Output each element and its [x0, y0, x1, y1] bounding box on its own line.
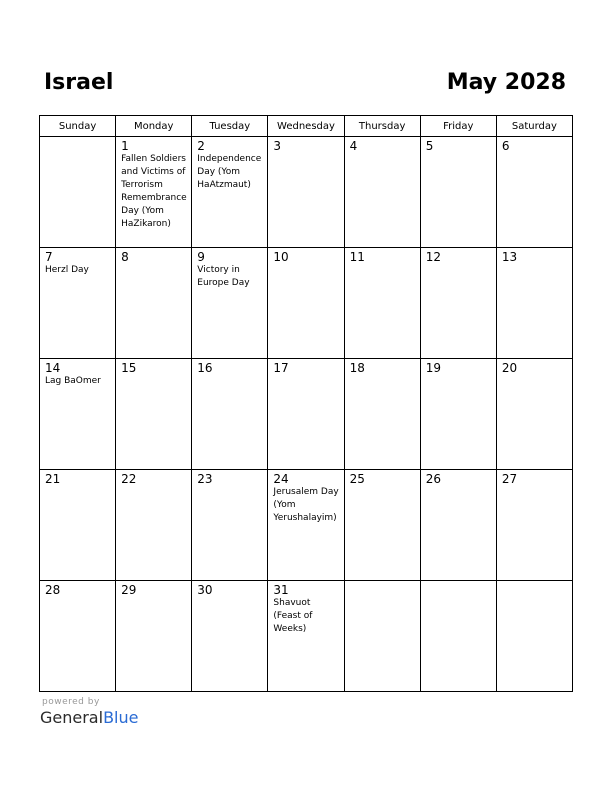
weekday-thursday: Thursday [344, 116, 420, 137]
day-number: 18 [349, 361, 365, 375]
day-cell [192, 248, 268, 359]
day-cell [344, 359, 420, 470]
country-title: Israel [44, 70, 114, 95]
weekday-friday: Friday [420, 116, 496, 137]
day-cell [496, 359, 572, 470]
weekday-header-row [40, 116, 573, 137]
day-cell [268, 470, 344, 581]
day-cell [40, 581, 116, 692]
day-number: 31 [273, 583, 289, 597]
day-number: 23 [197, 472, 213, 486]
generalblue-logo [40, 708, 138, 727]
week-row [40, 470, 573, 581]
day-cell [496, 470, 572, 581]
day-number: 29 [121, 583, 137, 597]
day-number [40, 137, 115, 139]
calendar-grid [39, 115, 573, 692]
day-cell [116, 137, 192, 248]
day-number: 5 [425, 139, 434, 153]
holiday-label: Shavuot (Feast of Weeks) [273, 598, 313, 634]
day-number [421, 581, 496, 583]
day-cell [192, 581, 268, 692]
weekday-monday: Monday [116, 116, 192, 137]
day-number: 22 [121, 472, 137, 486]
weekday-saturday: Saturday [496, 116, 572, 137]
day-number: 4 [349, 139, 358, 153]
day-cell [496, 248, 572, 359]
day-number: 10 [273, 250, 289, 264]
day-cell [344, 137, 420, 248]
day-cell [192, 470, 268, 581]
holiday-label: Herzl Day [45, 265, 89, 275]
day-cell [40, 359, 116, 470]
day-cell [116, 248, 192, 359]
day-number [497, 581, 572, 583]
holiday-label: Fallen Soldiers and Victims of Terrorism Remembrance Day (Yom HaZikaron) [121, 154, 187, 229]
day-cell [420, 137, 496, 248]
weekday-wednesday: Wednesday [268, 116, 344, 137]
day-number: 15 [121, 361, 137, 375]
weekday-sunday: Sunday [40, 116, 116, 137]
day-number: 30 [197, 583, 213, 597]
day-number: 3 [273, 139, 282, 153]
month-title: May 2028 [446, 70, 566, 95]
day-cell [268, 359, 344, 470]
day-number: 6 [501, 139, 510, 153]
day-cell [192, 359, 268, 470]
day-number: 1 [121, 139, 129, 153]
day-number: 11 [349, 250, 365, 264]
day-cell [496, 581, 572, 692]
holiday-label: Jerusalem Day (Yom Yerushalayim) [273, 487, 339, 523]
day-number: 28 [45, 583, 61, 597]
day-number: 17 [273, 361, 289, 375]
logo-blue-text: Blue [103, 708, 139, 727]
day-number: 24 [273, 472, 289, 486]
day-cell [116, 359, 192, 470]
day-cell [116, 470, 192, 581]
day-cell [268, 581, 344, 692]
day-number: 12 [425, 250, 441, 264]
day-number: 9 [197, 250, 205, 264]
day-cell [420, 470, 496, 581]
day-cell [344, 470, 420, 581]
day-number: 2 [197, 139, 205, 153]
day-cell [192, 137, 268, 248]
day-cell [420, 248, 496, 359]
day-cell [268, 137, 344, 248]
day-cell [40, 248, 116, 359]
day-number: 16 [197, 361, 213, 375]
day-number: 26 [425, 472, 441, 486]
week-row [40, 137, 573, 248]
day-number: 13 [501, 250, 518, 264]
day-cell [116, 581, 192, 692]
week-row [40, 248, 573, 359]
day-cell [420, 581, 496, 692]
weekday-tuesday: Tuesday [192, 116, 268, 137]
day-number: 20 [501, 361, 518, 375]
week-row [40, 581, 573, 692]
logo-general-text: General [40, 708, 104, 727]
holiday-label: Lag BaOmer [45, 376, 101, 386]
day-cell [496, 137, 572, 248]
day-number: 14 [45, 361, 61, 375]
day-cell [268, 248, 344, 359]
day-number [345, 581, 420, 583]
day-number: 19 [425, 361, 441, 375]
day-number: 27 [501, 472, 518, 486]
day-cell [420, 359, 496, 470]
day-number: 21 [45, 472, 61, 486]
week-row [40, 359, 573, 470]
day-cell [40, 470, 116, 581]
day-number: 7 [45, 250, 53, 264]
holiday-label: Victory in Europe Day [197, 265, 250, 288]
day-number: 8 [121, 250, 129, 264]
day-number: 25 [349, 472, 365, 486]
holiday-label: Independence Day (Yom HaAtzmaut) [197, 154, 262, 190]
day-cell [344, 581, 420, 692]
day-cell [40, 137, 116, 248]
day-cell [344, 248, 420, 359]
powered-by-text: powered by [42, 697, 100, 707]
